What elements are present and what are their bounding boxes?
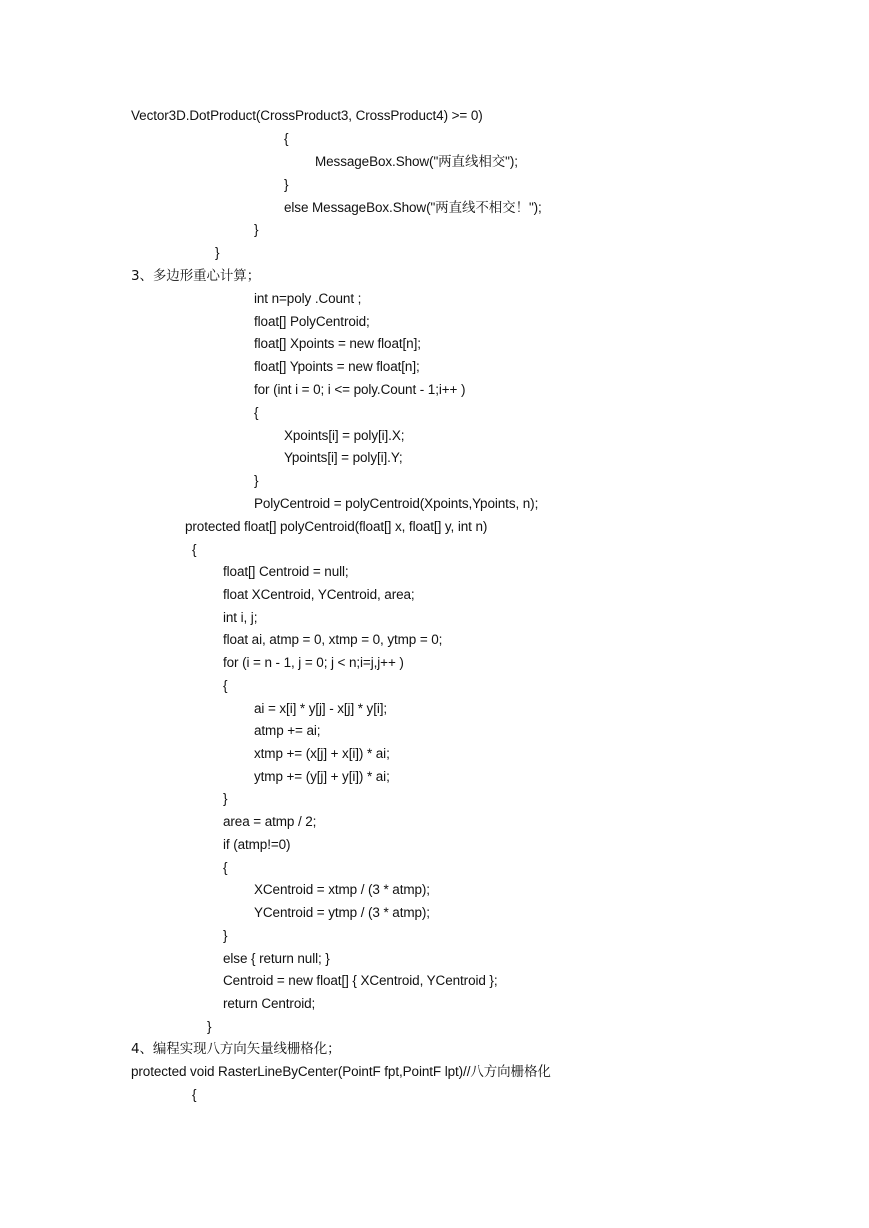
- code-line: }: [223, 928, 228, 943]
- code-line: protected void RasterLineByCenter(PointF fpt,PointF lpt)//八方向栅格化: [131, 1064, 551, 1079]
- code-line: {: [223, 678, 228, 693]
- code-line: {: [192, 542, 197, 557]
- code-line: Centroid = new float[] { XCentroid, YCentroid };: [223, 973, 498, 988]
- code-line: MessageBox.Show("两直线相交");: [315, 154, 518, 169]
- code-line: {: [192, 1087, 197, 1102]
- code-line: {: [284, 131, 289, 146]
- code-line: }: [207, 1019, 212, 1034]
- code-line: xtmp += (x[j] + x[i]) * ai;: [254, 746, 390, 761]
- code-line: XCentroid = xtmp / (3 * atmp);: [254, 882, 430, 897]
- code-line: else { return null; }: [223, 951, 330, 966]
- code-line: float ai, atmp = 0, xtmp = 0, ytmp = 0;: [223, 632, 443, 647]
- code-line: }: [223, 791, 228, 806]
- code-line: int i, j;: [223, 610, 258, 625]
- code-line: float[] Centroid = null;: [223, 564, 349, 579]
- code-line: {: [254, 405, 259, 420]
- code-line: float[] PolyCentroid;: [254, 314, 370, 329]
- code-line: for (i = n - 1, j = 0; j < n;i=j,j++ ): [223, 655, 404, 670]
- code-line: atmp += ai;: [254, 723, 321, 738]
- code-line: protected float[] polyCentroid(float[] x, float[] y, int n): [185, 519, 488, 534]
- code-line: PolyCentroid = polyCentroid(Xpoints,Ypoints, n);: [254, 496, 539, 511]
- code-line: return Centroid;: [223, 996, 316, 1011]
- code-line: if (atmp!=0): [223, 837, 291, 852]
- code-line: ytmp += (y[j] + y[i]) * ai;: [254, 769, 390, 784]
- code-line: int n=poly .Count ;: [254, 291, 362, 306]
- section-heading: 3、多边形重心计算；: [131, 268, 261, 284]
- code-line: else MessageBox.Show("两直线不相交！");: [284, 200, 542, 215]
- code-line: }: [254, 473, 259, 488]
- code-line: }: [284, 177, 289, 192]
- code-line: ai = x[i] * y[j] - x[j] * y[i];: [254, 701, 388, 716]
- code-line: Ypoints[i] = poly[i].Y;: [284, 450, 403, 465]
- code-line: {: [223, 860, 228, 875]
- code-line: }: [254, 222, 259, 237]
- section-heading: 4、编程实现八方向矢量线栅格化；: [131, 1041, 341, 1057]
- code-line: float[] Xpoints = new float[n];: [254, 336, 421, 351]
- code-line: float XCentroid, YCentroid, area;: [223, 587, 415, 602]
- code-line: for (int i = 0; i <= poly.Count - 1;i++ ): [254, 382, 466, 397]
- code-line: }: [215, 245, 220, 260]
- code-line: float[] Ypoints = new float[n];: [254, 359, 420, 374]
- code-line: area = atmp / 2;: [223, 814, 317, 829]
- code-line: YCentroid = ytmp / (3 * atmp);: [254, 905, 430, 920]
- code-line: Vector3D.DotProduct(CrossProduct3, CrossProduct4) >= 0): [131, 108, 483, 123]
- code-line: Xpoints[i] = poly[i].X;: [284, 428, 405, 443]
